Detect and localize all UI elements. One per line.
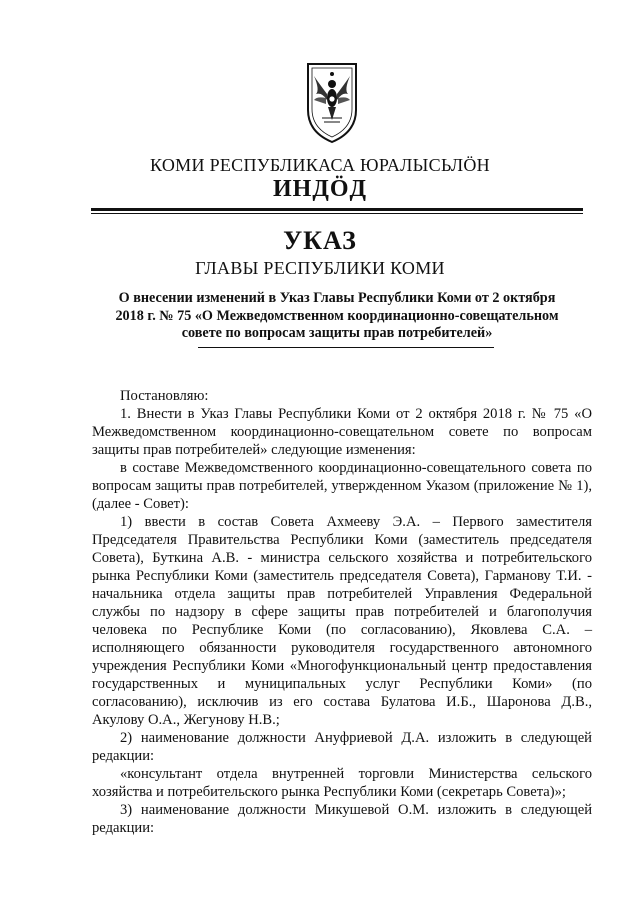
body-paragraph: 2) наименование должности Ануфриевой Д.А. изложить в следующей редакции: [92, 730, 592, 764]
decree-subject [92, 290, 582, 343]
body-paragraph: в составе Межведомственного координационно-совещательного совета по вопросам защиты прав потребителей, утвержденном Указом (приложение № 1), (далее - Совет): [92, 460, 592, 512]
subject-line: 2018 г. № 75 «О Межведомственном координационно-совещательном [115, 307, 559, 324]
body-paragraph: 1) ввести в состав Совета Ахмееву Э.А. – Первого заместителя Председателя Правительства Республики Коми (заместитель председателя Совета), Буткина А.В. - министра сельского хозяйства и потребительского рынка Республики Коми (заместитель председателя Совета), Гарманову Т.И. - начальника отдела защиты прав потребителей Управления Федеральной службы по надзору в сфере защиты прав потребителей и благополучия человека по Республике Коми (по согласованию), Яковлева С.А. – исполняющего обязанности руководителя государственного автономного учреждения Республики Коми «Многофункциональный центр предоставления государственных и муниципальных услуг Республики Коми» (по согласованию), исключив из его состава Булатова И.Б., Шаронова Д.В., Акулову О.А., Жегунову Н.В.; [92, 514, 592, 728]
subject-line: совете по вопросам защиты прав потребителей» [181, 325, 493, 341]
body-paragraph: Постановляю: [120, 388, 209, 404]
komi-coat-of-arms-icon [302, 60, 362, 144]
body-paragraph: «консультант отдела внутренней торговли Министерства сельского хозяйства и потребительского рынка Республики Коми (секретарь Совета)»; [92, 766, 592, 800]
decree-body [92, 387, 592, 837]
header-divider-thin [91, 213, 583, 214]
header-divider-thick [91, 208, 583, 211]
document-type-title: УКАЗ [283, 226, 357, 255]
subject-line: О внесении изменений в Указ Главы Республики Коми от 2 октября [118, 290, 556, 306]
body-paragraph: 1. Внести в Указ Главы Республики Коми от 2 октября 2018 г. № 75 «О Межведомственном координационно-совещательном совете по вопросам защиты прав потребителей» следующие изменения: [92, 406, 592, 458]
indod-title: ИНДӦД [272, 176, 368, 202]
komi-language-header: КОМИ РЕСПУБЛИКАСА ЮРАЛЫСЬЛӦН [150, 155, 490, 175]
issuer-title: ГЛАВЫ РЕСПУБЛИКИ КОМИ [195, 258, 445, 278]
subject-underline [198, 347, 494, 348]
body-paragraph: 3) наименование должности Микушевой О.М. изложить в следующей редакции: [92, 802, 592, 836]
